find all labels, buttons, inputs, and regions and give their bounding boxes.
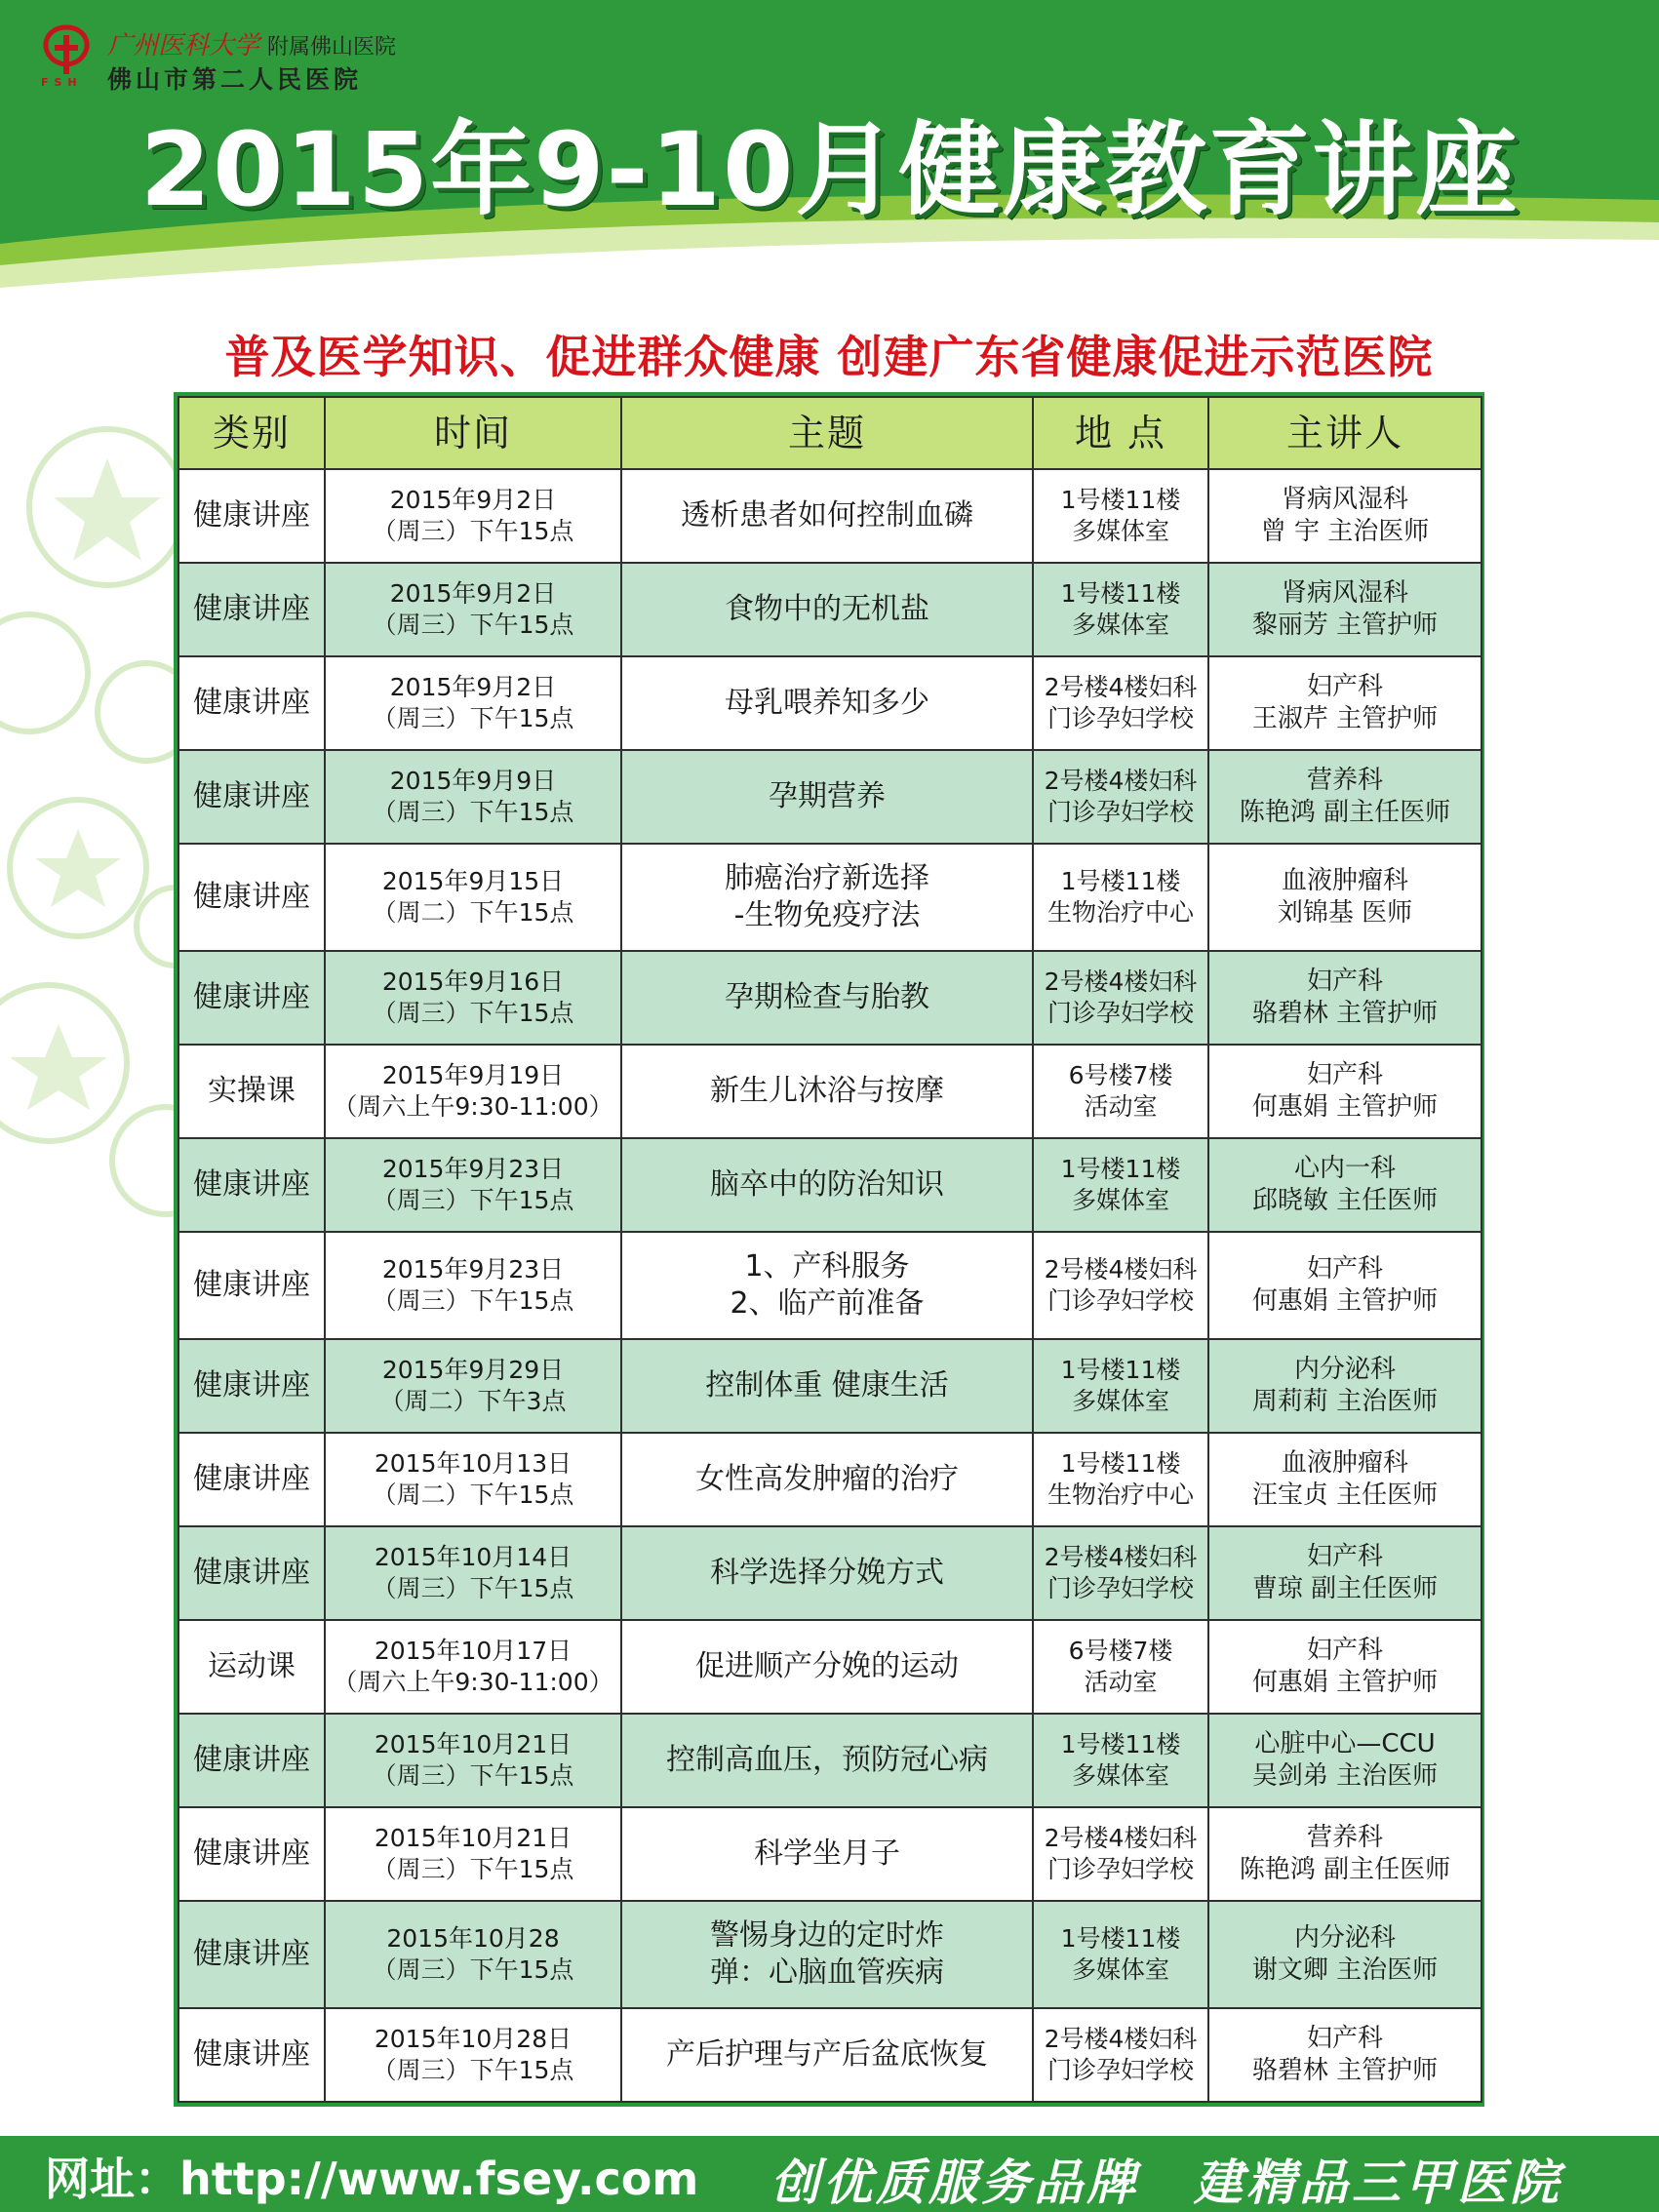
cell-place-line: 6号楼7楼 xyxy=(1068,1060,1173,1089)
cell-speaker-line: 妇产科 xyxy=(1306,671,1383,701)
cell-topic-line: 新生儿沐浴与按摩 xyxy=(710,1073,944,1108)
cell-place-line: 活动室 xyxy=(1084,1667,1158,1696)
cell-place-line: 1号楼11楼 xyxy=(1060,866,1181,895)
cell-topic-line: 1、产科服务 xyxy=(744,1248,910,1284)
cell-time xyxy=(325,951,621,1045)
cell-topic xyxy=(621,1807,1033,1901)
cell-speaker-line: 谢文卿 主治医师 xyxy=(1251,1955,1439,1985)
cell-place xyxy=(1033,1138,1208,1232)
cell-topic-line: 食物中的无机盐 xyxy=(725,591,929,626)
cell-speaker-line: 汪宝贞 主任医师 xyxy=(1251,1481,1439,1511)
cell-place-line: 1号楼11楼 xyxy=(1060,1356,1181,1385)
cell-topic xyxy=(621,563,1033,656)
cell-speaker-line: 内分泌科 xyxy=(1293,1922,1396,1953)
cell-speaker-line: 黎丽芳 主管护师 xyxy=(1251,610,1439,640)
cell-time xyxy=(325,563,621,656)
table-row xyxy=(178,1620,1481,1714)
cell-time-line: 2015年9月2日 xyxy=(389,485,557,514)
cell-speaker-line: 妇产科 xyxy=(1306,966,1383,996)
cell-topic xyxy=(621,1232,1033,1339)
cell-time-line: 2015年9月2日 xyxy=(389,578,557,608)
cell-time-line: （周三）下午15点 xyxy=(372,999,574,1027)
cell-place xyxy=(1033,1045,1208,1138)
cell-topic xyxy=(621,1339,1033,1433)
cell-type: 健康讲座 xyxy=(178,563,325,656)
cell-speaker xyxy=(1208,1620,1481,1714)
cell-topic xyxy=(621,656,1033,750)
cell-speaker-line: 内分泌科 xyxy=(1293,1354,1396,1384)
logo-hospital-name: 佛山市第二人民医院 xyxy=(107,65,363,94)
cell-time-line: 2015年9月23日 xyxy=(381,1154,565,1183)
cell-time-line: 2015年10月21日 xyxy=(374,1729,573,1758)
column-header-speaker: 主讲人 xyxy=(1208,397,1481,469)
cell-speaker xyxy=(1208,1232,1481,1339)
cell-time-line: 2015年9月16日 xyxy=(381,968,565,996)
cell-type: 健康讲座 xyxy=(178,1901,325,2008)
cell-speaker xyxy=(1208,1433,1481,1526)
cell-speaker xyxy=(1208,844,1481,951)
cell-type: 健康讲座 xyxy=(178,1714,325,1807)
logo-university: 广州医科大学 xyxy=(107,31,260,60)
cell-time xyxy=(325,469,621,563)
cell-topic-line: 科学选择分娩方式 xyxy=(710,1555,944,1590)
cell-place-line: 1号楼11楼 xyxy=(1060,485,1181,514)
cell-speaker-line: 血液肿瘤科 xyxy=(1281,1447,1408,1478)
cell-place-line: 2号楼4楼妇科 xyxy=(1044,968,1198,996)
cell-time-line: （周三）下午15点 xyxy=(372,1955,574,1984)
cell-time xyxy=(325,1901,621,2008)
cell-place-line: 门诊孕妇学校 xyxy=(1047,1854,1194,1883)
table-row xyxy=(178,563,1481,656)
cell-speaker-line: 骆碧林 主管护师 xyxy=(1251,2056,1439,2086)
logo-university-name xyxy=(107,25,396,61)
cell-time xyxy=(325,1339,621,1433)
footer-slogan-2: 建精品三甲医院 xyxy=(1194,2153,1562,2211)
cell-speaker xyxy=(1208,1526,1481,1620)
cell-time-line: 2015年9月15日 xyxy=(381,866,565,895)
cell-speaker-line: 肾病风湿科 xyxy=(1281,484,1408,514)
cell-place-line: 1号楼11楼 xyxy=(1060,1449,1181,1479)
cell-type: 实操课 xyxy=(178,1045,325,1138)
table-row xyxy=(178,844,1481,951)
cell-place-line: 多媒体室 xyxy=(1071,610,1169,639)
cell-time-line: 2015年9月2日 xyxy=(389,672,557,701)
cell-speaker-line: 心内一科 xyxy=(1293,1153,1396,1183)
cell-time xyxy=(325,1232,621,1339)
cell-time xyxy=(325,1045,621,1138)
cell-time-line: 2015年9月9日 xyxy=(389,766,557,795)
cell-topic-line: 孕期检查与胎教 xyxy=(725,979,929,1014)
table-row xyxy=(178,1807,1481,1901)
cell-time-line: 2015年9月29日 xyxy=(381,1356,565,1385)
cell-speaker xyxy=(1208,1807,1481,1901)
cell-time-line: 2015年10月17日 xyxy=(374,1636,573,1665)
cell-speaker-line: 曹琼 副主任医师 xyxy=(1251,1573,1439,1603)
cell-speaker xyxy=(1208,2008,1481,2102)
cell-topic xyxy=(621,2008,1033,2102)
cell-topic-line: 肺癌治疗新选择 xyxy=(725,860,929,895)
cell-place-line: 活动室 xyxy=(1084,1091,1158,1121)
cell-speaker-line: 王淑芹 主管护师 xyxy=(1251,703,1439,733)
hospital-logo xyxy=(37,21,447,94)
cell-place-line: 1号楼11楼 xyxy=(1060,578,1181,608)
cell-topic-line: 控制体重 健康生活 xyxy=(705,1367,949,1402)
cell-speaker-line: 何惠娟 主管护师 xyxy=(1251,1285,1439,1316)
cell-topic xyxy=(621,750,1033,844)
cell-place xyxy=(1033,656,1208,750)
cell-speaker-line: 刘锦基 医师 xyxy=(1277,897,1413,928)
table-row xyxy=(178,1714,1481,1807)
cell-speaker xyxy=(1208,469,1481,563)
cell-speaker-line: 血液肿瘤科 xyxy=(1281,865,1408,895)
cell-place-line: 门诊孕妇学校 xyxy=(1047,703,1194,732)
cell-place-line: 2号楼4楼妇科 xyxy=(1044,2025,1198,2054)
cell-speaker xyxy=(1208,1138,1481,1232)
cell-topic-line: 女性高发肿瘤的治疗 xyxy=(695,1461,959,1496)
cell-place-line: 2号楼4楼妇科 xyxy=(1044,1542,1198,1571)
cell-time-line: （周三）下午15点 xyxy=(372,797,574,826)
cell-place xyxy=(1033,750,1208,844)
cell-time-line: （周二）下午15点 xyxy=(372,1481,574,1510)
cell-topic xyxy=(621,951,1033,1045)
cell-time-line: （周三）下午15点 xyxy=(372,1573,574,1602)
cell-topic-line: 科学坐月子 xyxy=(754,1836,900,1871)
table-row xyxy=(178,1901,1481,2008)
cell-time-line: （周二）下午3点 xyxy=(379,1387,567,1416)
cell-type: 健康讲座 xyxy=(178,656,325,750)
cell-place-line: 门诊孕妇学校 xyxy=(1047,797,1194,826)
logo-abbreviation: FSH xyxy=(41,76,83,89)
cell-time-line: （周二）下午15点 xyxy=(372,897,574,927)
cell-place-line: 门诊孕妇学校 xyxy=(1047,999,1194,1027)
column-header-place: 地 点 xyxy=(1033,397,1208,469)
table-row xyxy=(178,656,1481,750)
cell-speaker-line: 陈艳鸿 副主任医师 xyxy=(1239,1854,1451,1884)
cell-place-line: 多媒体室 xyxy=(1071,516,1169,545)
column-header-type: 类别 xyxy=(178,397,325,469)
cell-type: 健康讲座 xyxy=(178,844,325,951)
cell-time-line: （周三）下午15点 xyxy=(372,1285,574,1315)
cell-speaker xyxy=(1208,563,1481,656)
column-header-time: 时间 xyxy=(325,397,621,469)
logo-affiliation: 附属佛山医院 xyxy=(267,35,397,59)
cell-place-line: 门诊孕妇学校 xyxy=(1047,1285,1194,1315)
table-body xyxy=(178,469,1481,2102)
cell-time xyxy=(325,1526,621,1620)
cell-place xyxy=(1033,1714,1208,1807)
cell-time xyxy=(325,1620,621,1714)
table-row xyxy=(178,1526,1481,1620)
cell-topic xyxy=(621,1714,1033,1807)
cell-type: 健康讲座 xyxy=(178,750,325,844)
cell-speaker-line: 营养科 xyxy=(1306,1822,1383,1852)
cell-time xyxy=(325,1138,621,1232)
cell-place xyxy=(1033,844,1208,951)
cell-topic-line: 警惕身边的定时炸 xyxy=(710,1917,944,1953)
cell-type: 健康讲座 xyxy=(178,1138,325,1232)
cell-speaker-line: 妇产科 xyxy=(1306,1253,1383,1284)
cell-time-line: （周六上午9:30-11:00） xyxy=(333,1667,613,1696)
cell-time xyxy=(325,844,621,951)
cell-place xyxy=(1033,1807,1208,1901)
cell-topic xyxy=(621,469,1033,563)
cell-place xyxy=(1033,951,1208,1045)
cell-type: 健康讲座 xyxy=(178,469,325,563)
cell-speaker-line: 心脏中心—CCU xyxy=(1254,1728,1436,1758)
cell-time-line: 2015年10月13日 xyxy=(374,1449,573,1479)
cell-place-line: 生物治疗中心 xyxy=(1047,897,1194,927)
table-row xyxy=(178,2008,1481,2102)
cell-speaker-line: 陈艳鸿 副主任医师 xyxy=(1239,797,1451,827)
cell-place-line: 多媒体室 xyxy=(1071,1185,1169,1214)
slogan-subtitle: 普及医学知识、促进群众健康 创建广东省健康促进示范医院 xyxy=(224,331,1434,383)
cell-place-line: 多媒体室 xyxy=(1071,1955,1169,1984)
cell-time xyxy=(325,2008,621,2102)
cell-place-line: 门诊孕妇学校 xyxy=(1047,1573,1194,1602)
page-title: 2015年9-10月健康教育讲座 xyxy=(139,110,1520,229)
cell-speaker-line: 曾 宇 主治医师 xyxy=(1260,516,1430,546)
table-row xyxy=(178,1339,1481,1433)
cell-type: 运动课 xyxy=(178,1620,325,1714)
cell-place xyxy=(1033,1339,1208,1433)
cell-speaker-line: 妇产科 xyxy=(1306,2023,1383,2053)
table-row xyxy=(178,750,1481,844)
cell-speaker xyxy=(1208,1339,1481,1433)
column-header-topic: 主题 xyxy=(621,397,1033,469)
cell-place xyxy=(1033,1433,1208,1526)
cell-topic-line: 促进顺产分娩的运动 xyxy=(695,1648,959,1683)
table-row xyxy=(178,469,1481,563)
cell-speaker-line: 何惠娟 主管护师 xyxy=(1251,1667,1439,1697)
cell-type: 健康讲座 xyxy=(178,1339,325,1433)
footer-bar xyxy=(0,2136,1659,2212)
cell-place-line: 多媒体室 xyxy=(1071,1760,1169,1790)
cell-speaker-line: 骆碧林 主管护师 xyxy=(1251,999,1439,1028)
cell-speaker-line: 周莉莉 主治医师 xyxy=(1251,1387,1439,1417)
cell-time xyxy=(325,1807,621,1901)
cell-place xyxy=(1033,2008,1208,2102)
cell-time-line: （周三）下午15点 xyxy=(372,1760,574,1790)
lecture-schedule-table xyxy=(174,392,1484,2107)
header-banner xyxy=(0,0,1659,322)
cell-speaker xyxy=(1208,1901,1481,2008)
cell-speaker-line: 邱晓敏 主任医师 xyxy=(1251,1185,1439,1215)
table-row xyxy=(178,1138,1481,1232)
cell-place xyxy=(1033,1526,1208,1620)
cell-speaker-line: 营养科 xyxy=(1306,765,1383,795)
cell-time-line: （周三）下午15点 xyxy=(372,703,574,732)
cell-place-line: 生物治疗中心 xyxy=(1047,1481,1194,1510)
cell-place-line: 2号楼4楼妇科 xyxy=(1044,766,1198,795)
cell-place-line: 1号楼11楼 xyxy=(1060,1729,1181,1758)
cell-place-line: 1号楼11楼 xyxy=(1060,1154,1181,1183)
cell-type: 健康讲座 xyxy=(178,2008,325,2102)
cell-time-line: 2015年10月28日 xyxy=(374,2025,573,2054)
cell-speaker xyxy=(1208,750,1481,844)
cell-topic-line: 2、临产前准备 xyxy=(730,1285,925,1321)
cell-topic-line: 产后护理与产后盆底恢复 xyxy=(666,2036,988,2072)
cell-time-line: （周六上午9:30-11:00） xyxy=(333,1091,613,1121)
cell-time xyxy=(325,1433,621,1526)
cell-topic xyxy=(621,844,1033,951)
cell-place xyxy=(1033,1620,1208,1714)
cell-type: 健康讲座 xyxy=(178,1807,325,1901)
cell-type: 健康讲座 xyxy=(178,951,325,1045)
table-row xyxy=(178,1232,1481,1339)
cell-place xyxy=(1033,1232,1208,1339)
cell-topic xyxy=(621,1901,1033,2008)
footer-slogan-1: 创优质服务品牌 xyxy=(770,2153,1139,2211)
cell-time-line: （周三）下午15点 xyxy=(372,516,574,545)
cell-time-line: （周三）下午15点 xyxy=(372,2056,574,2085)
cell-time-line: 2015年10月21日 xyxy=(374,1823,573,1852)
cell-time-line: 2015年10月28 xyxy=(386,1923,560,1953)
cell-topic xyxy=(621,1526,1033,1620)
cell-topic xyxy=(621,1620,1033,1714)
cell-time-line: 2015年9月23日 xyxy=(381,1254,565,1284)
table-row xyxy=(178,1433,1481,1526)
table-header-row xyxy=(178,397,1481,469)
website-url[interactable]: 网址：http://www.fsey.com xyxy=(45,2153,699,2205)
cell-topic-line: 脑卒中的防治知识 xyxy=(710,1166,944,1202)
table-row xyxy=(178,951,1481,1045)
cell-speaker xyxy=(1208,1714,1481,1807)
cell-time-line: （周三）下午15点 xyxy=(372,610,574,639)
cell-place-line: 2号楼4楼妇科 xyxy=(1044,1823,1198,1852)
cell-time xyxy=(325,1714,621,1807)
cell-place-line: 门诊孕妇学校 xyxy=(1047,2056,1194,2085)
cell-place xyxy=(1033,1901,1208,2008)
cell-place-line: 1号楼11楼 xyxy=(1060,1923,1181,1953)
cell-topic-line: 孕期营养 xyxy=(769,778,886,813)
cell-time xyxy=(325,656,621,750)
cell-topic xyxy=(621,1433,1033,1526)
cell-topic-line: 控制高血压，预防冠心病 xyxy=(666,1742,988,1777)
cell-speaker-line: 肾病风湿科 xyxy=(1281,577,1408,608)
cell-place xyxy=(1033,563,1208,656)
cell-type: 健康讲座 xyxy=(178,1232,325,1339)
cell-place-line: 多媒体室 xyxy=(1071,1387,1169,1416)
cell-speaker-line: 妇产科 xyxy=(1306,1541,1383,1571)
cell-speaker xyxy=(1208,951,1481,1045)
cell-time-line: 2015年9月19日 xyxy=(381,1060,565,1089)
cell-topic-line: 透析患者如何控制血磷 xyxy=(681,497,973,533)
cell-topic-line: 弹：心脑血管疾病 xyxy=(710,1955,944,1990)
cell-time xyxy=(325,750,621,844)
cell-place-line: 6号楼7楼 xyxy=(1068,1636,1173,1665)
cell-place xyxy=(1033,469,1208,563)
cell-speaker-line: 妇产科 xyxy=(1306,1059,1383,1089)
cell-type: 健康讲座 xyxy=(178,1526,325,1620)
cell-topic xyxy=(621,1045,1033,1138)
cell-time-line: 2015年10月14日 xyxy=(374,1542,573,1571)
cell-speaker xyxy=(1208,1045,1481,1138)
cell-topic xyxy=(621,1138,1033,1232)
cell-type: 健康讲座 xyxy=(178,1433,325,1526)
cell-speaker-line: 吴剑弟 主治医师 xyxy=(1251,1760,1439,1791)
cell-topic-line: -生物免疫疗法 xyxy=(733,897,921,932)
cell-speaker-line: 妇产科 xyxy=(1306,1635,1383,1665)
table-row xyxy=(178,1045,1481,1138)
cell-topic-line: 母乳喂养知多少 xyxy=(725,685,929,720)
cell-place-line: 2号楼4楼妇科 xyxy=(1044,672,1198,701)
cell-speaker-line: 何惠娟 主管护师 xyxy=(1251,1091,1439,1122)
cell-time-line: （周三）下午15点 xyxy=(372,1854,574,1883)
cell-place-line: 2号楼4楼妇科 xyxy=(1044,1254,1198,1284)
cell-time-line: （周三）下午15点 xyxy=(372,1185,574,1214)
footer-slogan xyxy=(770,2144,1617,2212)
cell-speaker xyxy=(1208,656,1481,750)
